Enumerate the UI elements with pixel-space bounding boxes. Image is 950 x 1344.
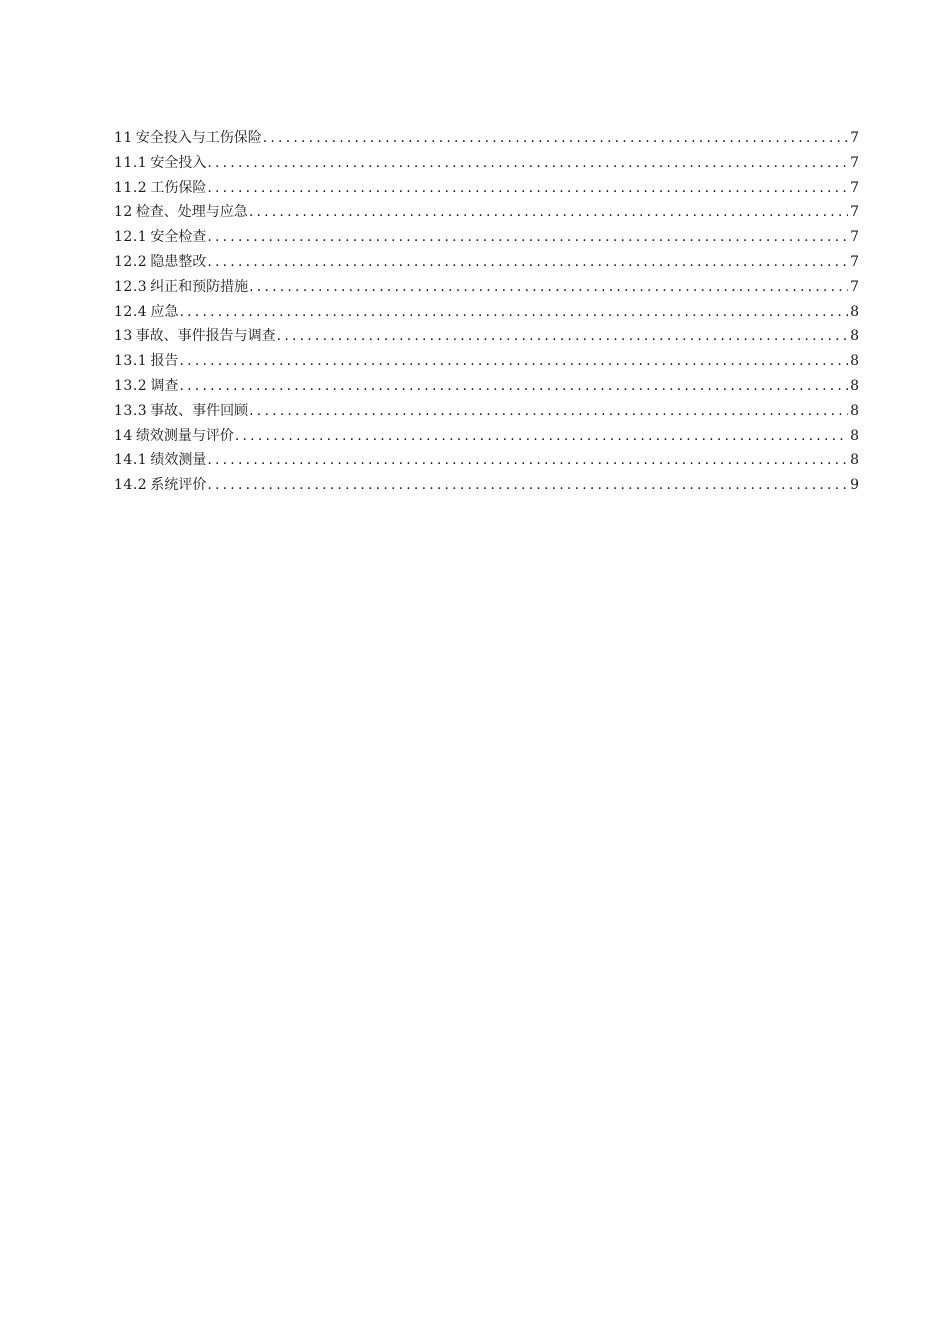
toc-leader-dots — [207, 176, 848, 201]
toc-entry — [114, 424, 859, 449]
toc-entry-page: 7 — [850, 229, 859, 246]
toc-entry-title: 事故、事件报告与调查 — [135, 328, 276, 345]
toc-leader-dots — [207, 151, 848, 176]
toc-entry-title: 绩效测量与评价 — [135, 427, 234, 444]
toc-entry-page: 8 — [850, 303, 859, 320]
toc-entry-page: 7 — [850, 204, 859, 221]
toc-leader-dots — [263, 126, 848, 151]
toc-entry-page: 8 — [850, 427, 859, 444]
toc-entry-number: 14.1 — [114, 452, 148, 469]
toc-entry-page: 8 — [850, 328, 859, 345]
toc-entry — [114, 200, 859, 225]
toc-leader-dots — [180, 349, 849, 374]
toc-entry-title: 调查 — [150, 377, 179, 394]
toc-entry-title: 应急 — [150, 303, 179, 320]
toc-entry-number: 12.1 — [114, 229, 148, 246]
toc-entry — [114, 448, 859, 473]
toc-entry-page: 9 — [850, 477, 859, 494]
toc-leader-dots — [249, 399, 848, 424]
toc-entry-page: 8 — [850, 452, 859, 469]
toc-entry-page: 8 — [850, 353, 859, 370]
toc-entry — [114, 300, 859, 325]
toc-entry-number: 13.3 — [114, 402, 148, 419]
toc-entry-number: 11.1 — [114, 154, 148, 171]
toc-entry — [114, 126, 859, 151]
toc-leader-dots — [235, 424, 848, 449]
toc-entry-page: 7 — [850, 179, 859, 196]
toc-leader-dots — [180, 374, 849, 399]
toc-entry-number: 13.2 — [114, 377, 148, 394]
toc-entry-title: 检查、处理与应急 — [135, 204, 248, 221]
toc-entry-number: 11.2 — [114, 179, 148, 196]
toc-entry-title: 安全投入与工伤保险 — [135, 130, 262, 146]
toc-entry-page: 7 — [850, 278, 859, 295]
toc-entry-page: 8 — [850, 377, 859, 394]
toc-entry-number: 12 — [114, 204, 133, 221]
toc-entry-page: 8 — [850, 402, 859, 419]
toc-entry — [114, 250, 859, 275]
toc-entry — [114, 399, 859, 424]
toc-entry-number: 14 — [114, 427, 133, 444]
toc-leader-dots — [249, 200, 848, 225]
toc-entry-title: 隐患整改 — [150, 253, 207, 270]
toc-entry — [114, 374, 859, 399]
toc-entry-number: 12.4 — [114, 303, 148, 320]
toc-entry-title: 报告 — [150, 353, 179, 370]
toc-leader-dots — [207, 250, 848, 275]
toc-entry-title: 系统评价 — [150, 477, 207, 494]
toc-entry — [114, 275, 859, 300]
toc-entry-number: 13 — [114, 328, 133, 345]
toc-entry-number: 13.1 — [114, 353, 148, 370]
toc-entry-page: 7 — [850, 130, 859, 146]
toc-entry-number: 14.2 — [114, 477, 148, 494]
toc-entry-number: 12.3 — [114, 278, 148, 295]
toc-entry-title: 安全检查 — [150, 229, 207, 246]
table-of-contents — [114, 126, 859, 498]
toc-entry-page: 7 — [850, 154, 859, 171]
toc-leader-dots — [207, 448, 848, 473]
toc-entry — [114, 324, 859, 349]
toc-entry-title: 纠正和预防措施 — [150, 278, 249, 295]
toc-leader-dots — [207, 473, 848, 498]
toc-entry-number: 12.2 — [114, 253, 148, 270]
toc-leader-dots — [249, 275, 848, 300]
toc-leader-dots — [207, 225, 848, 250]
toc-leader-dots — [277, 324, 848, 349]
toc-entry — [114, 473, 859, 498]
toc-leader-dots — [180, 300, 849, 325]
toc-entry — [114, 225, 859, 250]
toc-entry-page: 7 — [850, 253, 859, 270]
toc-entry — [114, 151, 859, 176]
toc-entry — [114, 176, 859, 201]
toc-entry — [114, 349, 859, 374]
toc-entry-title: 工伤保险 — [150, 179, 207, 196]
toc-entry-title: 事故、事件回顾 — [150, 402, 249, 419]
toc-entry-number: 11 — [114, 130, 133, 146]
toc-entry-title: 安全投入 — [150, 154, 207, 171]
toc-entry-title: 绩效测量 — [150, 452, 207, 469]
